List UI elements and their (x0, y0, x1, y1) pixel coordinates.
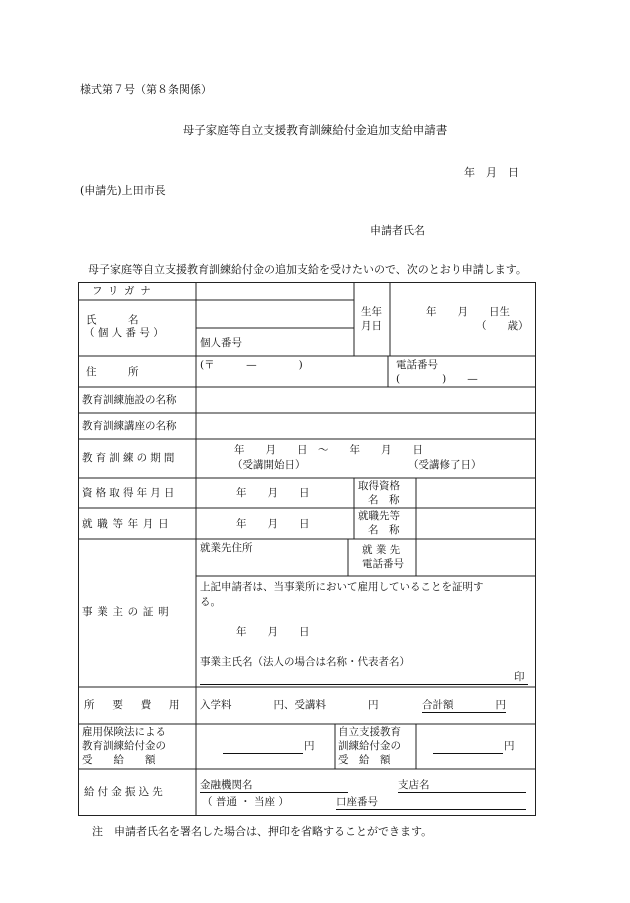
applicant-name-label[interactable]: 申請者氏名 (370, 224, 425, 237)
account-type-field[interactable]: （ 普通 ・ 当座 ） (202, 796, 289, 808)
qualification-name-label1: 取得資格 (358, 480, 400, 492)
account-number-field[interactable]: 口座番号 (336, 796, 526, 810)
application-form-table (78, 282, 536, 816)
certification-date-field[interactable]: 年 月 日 (236, 626, 310, 638)
employment-date-field[interactable]: 年 月 日 (236, 518, 310, 530)
employer-name-label1: 就職先等 (358, 510, 400, 522)
phone-label: 電話番号 (396, 359, 438, 371)
age-field[interactable]: （ 歳） (476, 320, 529, 332)
address-label: 住 所 (86, 366, 139, 378)
birth-label-line1: 生年 (361, 306, 382, 318)
support-label-line3: 受 給 額 (338, 754, 391, 766)
bank-name-field[interactable]: 金融機関名 (200, 779, 348, 793)
certification-text-line1: 上記申請者は、当事業所において雇用していることを証明す (200, 581, 484, 593)
birth-label-line2: 月日 (361, 320, 382, 332)
total-amount-field[interactable]: 合計額 円 (422, 699, 506, 711)
birth-date-field[interactable]: 年 月 日生 (426, 306, 510, 318)
period-label: 教育訓練の期間 (82, 452, 178, 464)
form-number-label: 様式第７号（第８条関係） (80, 83, 212, 96)
document-title: 母子家庭等自立支援教育訓練給付金追加支給申請書 (182, 123, 448, 137)
qualification-date-field[interactable]: 年 月 日 (236, 487, 310, 499)
period-end-label: （受講修了日） (408, 459, 482, 471)
insurance-label-line2: 教育訓練給付金の (82, 740, 166, 752)
certification-text-line2: る。 (200, 596, 221, 608)
addressee: (申請先)上田市長 (80, 184, 166, 197)
support-amount-field[interactable] (433, 740, 503, 754)
employment-date-label: 就職等年月日 (82, 518, 174, 530)
entrance-fee-field[interactable]: 入学料 円、受講料 円 (200, 699, 379, 711)
support-label-line1: 自立支援教育 (338, 726, 401, 738)
branch-field[interactable]: 支店名 (398, 779, 526, 793)
support-yen-label: 円 (504, 740, 515, 752)
employer-name-line[interactable] (200, 671, 528, 685)
employer-phone-label2: 電話番号 (362, 558, 404, 570)
support-label-line2: 訓練給付金の (338, 740, 401, 752)
phone-field[interactable]: ( ) — (396, 373, 478, 385)
intro-text: 母子家庭等自立支援教育訓練給付金の追加支給を受けたいので、次のとおり申請します。 (88, 263, 527, 276)
period-dates-field[interactable]: 年 月 日 ～ 年 月 日 (234, 444, 423, 456)
footer-note: 注 申請者氏名を署名した場合は、押印を省略することができます。 (92, 825, 433, 838)
postal-code-field[interactable]: (〒 — ) (200, 359, 303, 371)
employer-address-label: 就業先住所 (200, 542, 253, 554)
name-sub-label: （ 個 人 番 号 ） (84, 327, 164, 339)
seal-mark: 印 (514, 671, 525, 683)
bank-label: 給付金振込先 (84, 786, 166, 798)
employer-certification-label: 事業主の証明 (82, 606, 174, 618)
cost-label: 所 要 費 用 (84, 699, 184, 711)
employer-phone-label1: 就 業 先 (362, 544, 401, 556)
period-start-label: （受講開始日） (232, 459, 306, 471)
employer-name-label: 事業主氏名（法人の場合は名称・代表者名） (200, 656, 410, 668)
mynumber-field[interactable]: 個人番号 (200, 337, 242, 349)
name-label: 氏 名 (86, 314, 139, 326)
qualification-date-label: 資格取得年月日 (82, 487, 178, 499)
furigana-label: フリガナ (92, 285, 157, 297)
application-date[interactable]: 年 月 日 (464, 166, 519, 179)
employer-name-label2: 名 称 (368, 524, 400, 536)
insurance-label-line1: 雇用保険法による (82, 726, 166, 738)
insurance-yen-label: 円 (304, 740, 315, 752)
facility-label: 教育訓練施設の名称 (82, 394, 177, 406)
insurance-label-line3: 受 給 額 (82, 754, 156, 766)
qualification-name-label2: 名 称 (368, 494, 400, 506)
insurance-amount-field[interactable] (223, 740, 303, 754)
course-label: 教育訓練講座の名称 (82, 420, 177, 432)
